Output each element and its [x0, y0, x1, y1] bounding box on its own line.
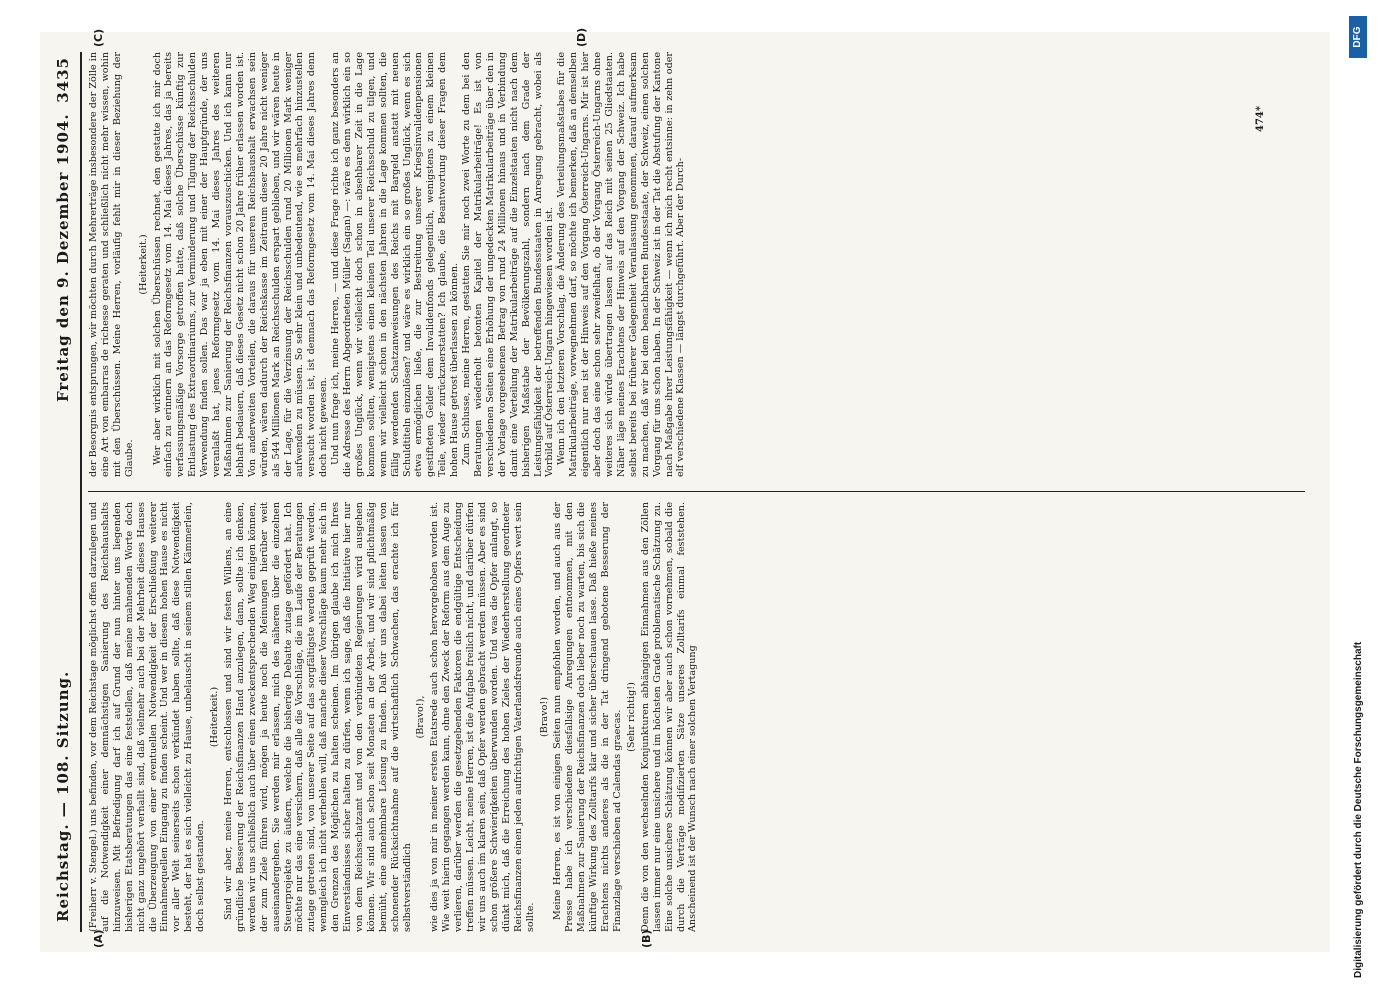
- paragraph: wie dies ja von mir in meiner ersten Etatsrede auch schon hervorgehoben worden ist. Wie weit hierin gegangen werden kann, ohne den Zweck der Reform aus dem Auge zu verlieren, darüber werden die gesetzgebenden Faktoren die endgültige Entscheidung treffen müssen. Leicht, meine Herren, ist die Aufgabe freilich nicht, und darüber dürfen wir uns auch im klaren sein, daß Opfer werden gebracht werden müssen. Aber es sind schon größere Schwierigkeiten überwunden worden. Und was die Opfer anlangt, so dünkt mich, daß die Erreichung des hohen Zieles der Wiederherstellung geordneter Reichsfinanzen einen jeden aufrichtigen Vaterlandsfreunde auch eines Opfers wert sein sollte.: [429, 502, 536, 932]
- header-date: Freitag den 9. Dezember 1904.: [54, 113, 72, 402]
- paragraph: Sind wir aber, meine Herren, entschlossen und sind wir festen Willens, an eine gründliche Besserung der Reichsfinanzen Hand anzulegen, dann, sollte ich denken, werden wir uns schließlich auch über einen zweckentsprechenden Weg einigen können, der zum Ziele führen wird, mögen ja heute noch die Meinungen hierüber weit auseinandergehen. Sie werden mir erlassen, mich des näheren über die einzelnen Steuerprojekte zu äußern, welche die bisherige Debatte zutage gefördert hat. Ich möchte nur das eine versichern, daß alle die Vorschläge, die im Laufe der Beratungen zutage getreten sind, von unserer Seite auf das sorgfältigste werden geprüft werden, wenngleich ich nicht verhehlen will, daß manche dieser Vorschläge kaum mehr sich in den Grenzen des Möglichen zu halten scheinen. Im übrigen glaube ich mich Ihres Einverständnisses sicher halten zu dürfen, wenn ich sage, daß die Initiative hier nur von dem Reichsschatzamt und von den verbündeten Regierungen wird ausgehen können. Wir sind auch schon seit Monaten an der Arbeit, und wir sind pflichtmäßig bemüht, eine annehmbare Lösung zu finden. Daß wir uns dabei leiten lassen von schonender Rücksichtnahme auf die wirtschaftlich Schwachen, das erachte ich für selbstverständlich: [222, 502, 413, 932]
- left-column: [88, 502, 699, 932]
- interjection: (Bravo!): [538, 697, 550, 737]
- paragraph: Und nun frage ich, meine Herren, — und diese Frage richte ich ganz besonders an die Adresse des Herrn Abgeordneten Müller (Sagan) —: wäre es denn wirklich ein so großes Unglück, wenn wir vielleicht doch schon in absehbarer Zeit in die Lage kommen sollten, wenigstens einen kleinen Teil unserer Reichsschuld zu tilgen, und wenn wir vielleicht schon in den nächsten Jahren in die Lage kommen sollten, die fällig werdenden Schatzanweisungen des Reichs mit Bargeld anstatt mit neuen Schuldtiteln einzulösen? und wäre es wirklich ein so großes Unglück, wenn es sich etwa ermöglichen ließe, die zur Bestreitung unserer Kriegsinvalidenpensionen gestifteten Gelder dem Invalidenfonds gelegentlich, wenigstens zu einem kleinen Teile, wieder zurückzuerstatten? Ich glaube, die Beantwortung dieser Fragen dem hohen Hause getrost überlassen zu können.: [330, 52, 461, 477]
- margin-marker-b: (B): [640, 929, 653, 948]
- paragraph: (Freiherr v. Stengel.) uns befinden, vor dem Reichstage möglichst offen darzulegen und auf die Notwendigkeit einer demnächstigen Sanierung des Reichshaushalts hinzuweisen. Mit Befriedigung darf ich auf Grund der nun hinter uns liegenden bisherigen Etatsberatungen das eine feststellen, daß meine mahnenden Worte doch nicht ganz ungehört verhallt sind, daß vielmehr auch bei der Mehrheit dieses Hauses die Überzeugung von einer eventuellen Notwendigkeit der Erschließung weiterer Einnahmequellen Eingang zu finden scheint. Und wer in diesem hohen Hause es nicht vor aller Welt seinerseits schon verkündet haben sollte, daß diese Notwendigkeit besteht, der hat es sich vielleicht zu Hause, unbelauscht in seinem stillen Kämmerlein, doch selbst gestanden.: [88, 502, 207, 932]
- running-header: [48, 57, 82, 922]
- column-divider: [88, 491, 1305, 492]
- right-column: [88, 52, 687, 477]
- interjection: (Sehr richtig!): [625, 682, 637, 752]
- paragraph: Meine Herren, es ist von einigen Seiten nun empfohlen worden, und auch aus der Presse habe ich verschiedene diesfallsige Anregungen entnommen, mit den Maßnahmen zur Sanierung der Reichsfinanzen doch lieber noch zu warten, bis sich die künftige Wirkung des Zolltarifs klar und sicher überschauen lasse. Daß hieße meines Erachtens nichts anderes als die in der Tat dringend gebotene Besserung der Finanzlage verschieben ad Calendas graecas.: [552, 502, 623, 932]
- digitization-credit-strip: [1343, 8, 1373, 988]
- page-content: [40, 27, 1330, 952]
- paragraph: Wer aber wirklich mit solchen Überschüssen rechnet, den gestatte ich mir doch einfach zu erinnern an das Reformgesetz vom 14. Mai dieses Jahres, das ja bereits verfassungsmäßige Vorsorge getroffen hatte, daß solche Überschüsse künftig zur Entlastung des Extraordinariums, zur Verminderung und Tilgung der Reichsschulden Verwendung finden sollen. Das war ja eben mit einer der Hauptgründe, der uns veranlaßt hat, jenes Reformgesetz vom 14. Mai dieses Jahres des weiteren Maßnahmen zur Sanierung der Reichsfinanzen vorauszuschicken. Und ich kann nur lebhaft bedauern, daß dieses Gesetz nicht schon 20 Jahre früher erlassen worden ist. Von anderweiten Vorteilen, die daraus für unseren Reichshaushalt erwachsen sein würden, wären dadurch der Reichskasse im Zeitraum dieser 20 Jahre nicht weniger als 544 Millionen Mark an Reichsschulden erspart geblieben, und wir wären heute in der Lage, für die Verzinsung der Reichsschulden rund 20 Millionen Mark weniger aufwenden zu müssen. So sehr klein und unbedeutend, wie es mehrfach hinzustellen versucht worden ist, ist demnach das Reformgesetz vom 14. Mai dieses Jahres denn doch nicht gewesen.: [151, 52, 330, 477]
- interjection: (Heiterkeit.): [209, 686, 221, 748]
- digitization-credit: Digitalisierung gefördert durch die Deutsche Forschungsgemeinschaft: [1353, 641, 1364, 978]
- paragraph: der Besorgnis entsprungen, wir möchten durch Mehrerträge insbesondere der Zölle in eine Art von embarras de richesse geraten und schließlich nicht mehr wissen, wohin mit den Überschüssen. Meine Herren, vorläufig fehlt mir in dieser Beziehung der Glaube.: [88, 52, 135, 477]
- paragraph: Denn die von den wechselnden Konjunkturen abhängigen Einnahmen aus den Zöllen lassen immer nur eine unsichere und im höchsten Grade problematische Schätzung zu. Eine solche unsichere Schätzung können wir aber auch schon vornehmen, sobald die durch die Verträge modifizierten Sätze unseres Zolltarifs einmal feststehen. Anscheinend ist der Wunsch nach einer solchen Vertagung: [639, 502, 699, 932]
- margin-marker-c: (C): [92, 28, 105, 47]
- signature-mark: 474*: [1255, 105, 1266, 132]
- margin-marker-a: (A): [92, 929, 105, 948]
- interjection: (Heiterkeit.): [137, 234, 149, 295]
- interjection: (Bravo!),: [415, 695, 427, 739]
- header-rule: [80, 52, 82, 932]
- header-session: Reichstag. — 108. Sitzung.: [54, 670, 72, 922]
- scanned-page: [40, 27, 1330, 952]
- page-number: 3435: [54, 57, 72, 103]
- paragraph: Zum Schlusse, meine Herren, gestatten Sie mir noch zwei Worte zu dem bei den Beratungen wiederholt betonten Kapitel der Matrikularbeiträge! Es ist von verschiedenen Seiten eine Erhöhung der ungedeckten Matrikularbeiträge über den in der Vorlage vorgesehenen Betrag von rund 24 Millionen hinaus und in Verbindung damit eine Verteilung der Matrikularbeiträge auf die Einzelstaaten nicht nach dem bisherigen Maßstabe der Bevölkerungszahl, sondern nach dem Grade der Leistungsfähigkeit der betreffenden Bundesstaaten in Anregung gebracht, wobei als Vorbild auf Österreich-Ungarn hingewiesen worden ist.: [461, 52, 556, 477]
- dfg-logo: DFG: [1349, 16, 1367, 58]
- margin-marker-d: (D): [575, 27, 588, 47]
- paragraph: Wenn ich den letzteren Vorschlag, die Änderung des Verteilungsmaßstabes für die Matrikularbeiträge, vorwegnehmen darf, so möchte ich bemerken, daß an demselben eigentlich nur neu ist der Hinweis auf den Vorgang Österreich-Ungarns. Mir ist hier aber doch das eine schon sehr zweifelhaft, ob der Vorgang Österreich-Ungarns ohne weiteres sich würde übertragen lassen auf das Reich mit seinen 25 Gliedstaaten. Näher läge meines Erachtens der Hinweis auf den Vorgang der Schweiz. Ich habe selbst bereits bei früherer Gelegenheit Veranlassung genommen, darauf aufmerksam zu machen, daß wir bei dem benachbarten Bundesstaate, der Schweiz, einen solchen Vorgang für uns schon haben. In der Schweiz ist in der Tat die Abstufung der Kantone nach Maßgabe ihrer Leistungsfähigkeit — wenn ich mich recht entsinne: in zehn oder elf verschiedene Klassen — längst durchgeführt. Aber der Durch-: [556, 52, 687, 477]
